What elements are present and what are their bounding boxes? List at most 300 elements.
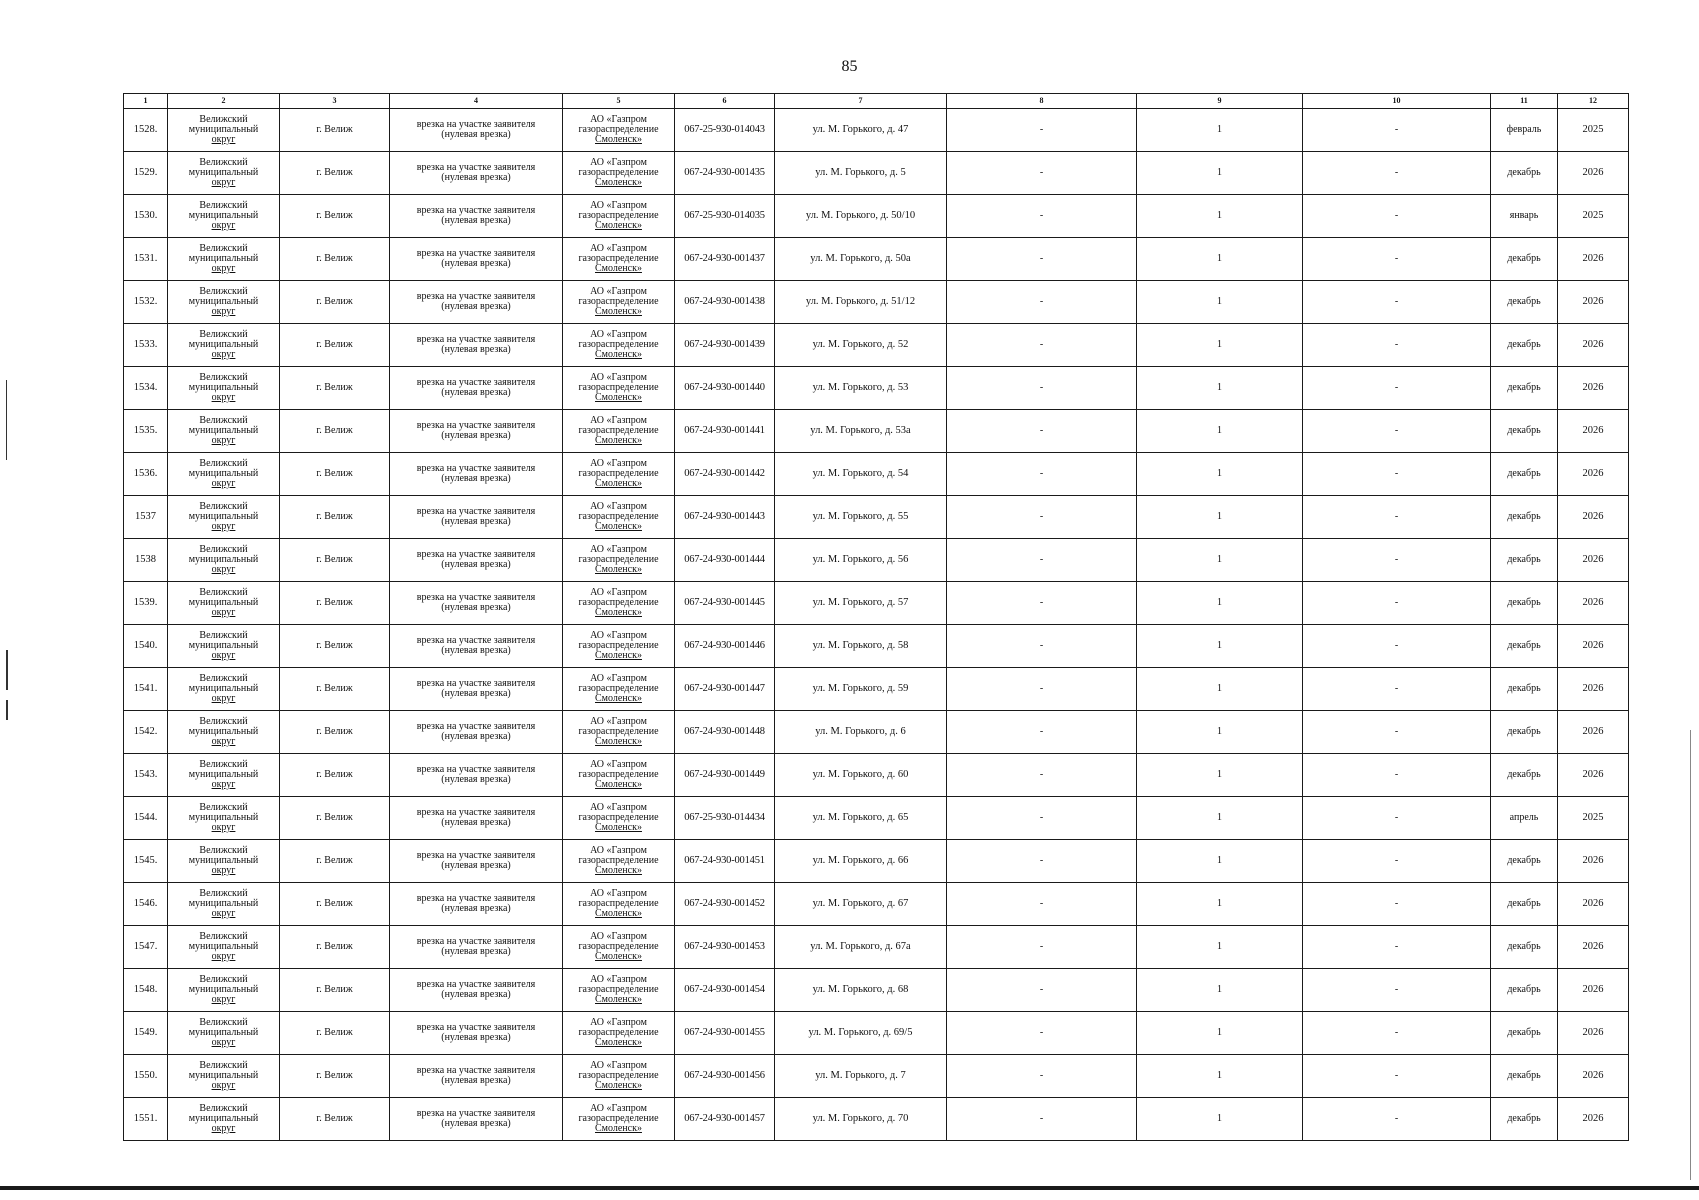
work-type-line: (нулевая врезка) xyxy=(441,301,511,312)
month-cell: декабрь xyxy=(1491,1012,1558,1055)
object-code-cell: 067-24-930-001444 xyxy=(675,539,775,582)
organization-cell xyxy=(563,152,675,195)
work-type-line: (нулевая врезка) xyxy=(441,645,511,656)
address-cell: ул. М. Горького, д. 54 xyxy=(775,453,947,496)
row-number-cell: 1544. xyxy=(124,797,168,840)
year-cell: 2026 xyxy=(1558,1055,1629,1098)
district-line: округ xyxy=(211,1080,236,1091)
address-cell: ул. М. Горького, д. 6 xyxy=(775,711,947,754)
city-cell: г. Велиж xyxy=(280,238,390,281)
col8-cell: - xyxy=(947,840,1137,883)
organization-line: Смоленск» xyxy=(595,478,642,489)
month-cell: апрель xyxy=(1491,797,1558,840)
district-cell xyxy=(168,797,280,840)
district-line: муниципальный xyxy=(188,296,259,307)
city-cell: г. Велиж xyxy=(280,711,390,754)
district-line: округ xyxy=(211,392,236,403)
col10-cell: - xyxy=(1303,238,1491,281)
table-row xyxy=(124,109,1629,152)
col10-cell: - xyxy=(1303,926,1491,969)
col10-cell: - xyxy=(1303,453,1491,496)
district-line: муниципальный xyxy=(188,726,259,737)
work-type-line: врезка на участке заявителя xyxy=(416,463,536,474)
organization-line: АО «Газпром xyxy=(590,415,647,426)
district-line: округ xyxy=(211,779,236,790)
district-line: Велижский xyxy=(199,329,248,340)
district-cell xyxy=(168,152,280,195)
table-row xyxy=(124,711,1629,754)
col8-cell: - xyxy=(947,367,1137,410)
row-number-cell: 1541. xyxy=(124,668,168,711)
col9-cell: 1 xyxy=(1137,883,1303,926)
col10-cell: - xyxy=(1303,754,1491,797)
col8-cell: - xyxy=(947,969,1137,1012)
header-cell: 9 xyxy=(1137,94,1303,109)
col10-cell: - xyxy=(1303,582,1491,625)
district-line: округ xyxy=(211,349,236,360)
district-line: Велижский xyxy=(199,200,248,211)
organization-line: газораспределение xyxy=(578,1070,659,1081)
month-cell: январь xyxy=(1491,195,1558,238)
month-cell: декабрь xyxy=(1491,840,1558,883)
organization-line: АО «Газпром xyxy=(590,716,647,727)
district-cell xyxy=(168,926,280,969)
district-line: Велижский xyxy=(199,759,248,770)
object-code-cell: 067-25-930-014035 xyxy=(675,195,775,238)
object-code-cell: 067-24-930-001438 xyxy=(675,281,775,324)
year-cell: 2026 xyxy=(1558,539,1629,582)
district-line: Велижский xyxy=(199,544,248,555)
work-type-cell xyxy=(390,883,563,926)
district-line: Велижский xyxy=(199,673,248,684)
work-type-line: (нулевая врезка) xyxy=(441,903,511,914)
work-type-cell xyxy=(390,625,563,668)
organization-line: АО «Газпром xyxy=(590,329,647,340)
col9-cell: 1 xyxy=(1137,711,1303,754)
district-line: Велижский xyxy=(199,974,248,985)
district-line: Велижский xyxy=(199,716,248,727)
district-line: Велижский xyxy=(199,1103,248,1114)
month-cell: декабрь xyxy=(1491,754,1558,797)
col9-cell: 1 xyxy=(1137,195,1303,238)
year-cell: 2026 xyxy=(1558,711,1629,754)
city-cell: г. Велиж xyxy=(280,152,390,195)
month-cell: декабрь xyxy=(1491,668,1558,711)
organization-line: АО «Газпром xyxy=(590,458,647,469)
organization-line: Смоленск» xyxy=(595,306,642,317)
organization-cell xyxy=(563,539,675,582)
organization-line: АО «Газпром xyxy=(590,243,647,254)
row-number-cell: 1534. xyxy=(124,367,168,410)
organization-cell xyxy=(563,496,675,539)
district-line: муниципальный xyxy=(188,1027,259,1038)
col9-cell: 1 xyxy=(1137,582,1303,625)
object-code-cell: 067-24-930-001451 xyxy=(675,840,775,883)
work-type-line: (нулевая врезка) xyxy=(441,516,511,527)
work-type-cell xyxy=(390,582,563,625)
district-cell xyxy=(168,668,280,711)
organization-line: Смоленск» xyxy=(595,564,642,575)
address-cell: ул. М. Горького, д. 7 xyxy=(775,1055,947,1098)
header-cell: 4 xyxy=(390,94,563,109)
district-line: округ xyxy=(211,306,236,317)
organization-cell xyxy=(563,281,675,324)
row-number-cell: 1548. xyxy=(124,969,168,1012)
col10-cell: - xyxy=(1303,152,1491,195)
month-cell: декабрь xyxy=(1491,582,1558,625)
address-cell: ул. М. Горького, д. 5 xyxy=(775,152,947,195)
organization-line: АО «Газпром xyxy=(590,1060,647,1071)
organization-line: АО «Газпром xyxy=(590,157,647,168)
address-cell: ул. М. Горького, д. 59 xyxy=(775,668,947,711)
work-type-line: (нулевая врезка) xyxy=(441,817,511,828)
year-cell: 2026 xyxy=(1558,367,1629,410)
month-cell: февраль xyxy=(1491,109,1558,152)
organization-line: газораспределение xyxy=(578,726,659,737)
object-code-cell: 067-24-930-001456 xyxy=(675,1055,775,1098)
organization-cell xyxy=(563,711,675,754)
col9-cell: 1 xyxy=(1137,453,1303,496)
work-type-cell xyxy=(390,797,563,840)
row-number-cell: 1532. xyxy=(124,281,168,324)
table-row xyxy=(124,496,1629,539)
work-type-line: (нулевая врезка) xyxy=(441,860,511,871)
row-number-cell: 1540. xyxy=(124,625,168,668)
col10-cell: - xyxy=(1303,1012,1491,1055)
district-cell xyxy=(168,539,280,582)
col8-cell: - xyxy=(947,883,1137,926)
col10-cell: - xyxy=(1303,1098,1491,1141)
district-line: округ xyxy=(211,134,236,145)
district-line: округ xyxy=(211,177,236,188)
object-code-cell: 067-24-930-001441 xyxy=(675,410,775,453)
work-type-cell xyxy=(390,195,563,238)
month-cell: декабрь xyxy=(1491,453,1558,496)
work-type-line: врезка на участке заявителя xyxy=(416,893,536,904)
work-type-line: (нулевая врезка) xyxy=(441,430,511,441)
object-code-cell: 067-25-930-014434 xyxy=(675,797,775,840)
address-cell: ул. М. Горького, д. 58 xyxy=(775,625,947,668)
district-line: муниципальный xyxy=(188,898,259,909)
district-line: округ xyxy=(211,865,236,876)
organization-cell xyxy=(563,109,675,152)
address-cell: ул. М. Горького, д. 50/10 xyxy=(775,195,947,238)
district-line: Велижский xyxy=(199,243,248,254)
organization-cell xyxy=(563,840,675,883)
col10-cell: - xyxy=(1303,711,1491,754)
work-type-cell xyxy=(390,453,563,496)
year-cell: 2026 xyxy=(1558,883,1629,926)
city-cell: г. Велиж xyxy=(280,1098,390,1141)
district-line: округ xyxy=(211,564,236,575)
object-code-cell: 067-24-930-001448 xyxy=(675,711,775,754)
organization-line: Смоленск» xyxy=(595,177,642,188)
district-line: муниципальный xyxy=(188,984,259,995)
district-line: Велижский xyxy=(199,501,248,512)
object-code-cell: 067-24-930-001445 xyxy=(675,582,775,625)
col8-cell: - xyxy=(947,711,1137,754)
row-number-cell: 1537 xyxy=(124,496,168,539)
organization-line: АО «Газпром xyxy=(590,1017,647,1028)
organization-line: Смоленск» xyxy=(595,779,642,790)
work-type-cell xyxy=(390,1098,563,1141)
organization-line: АО «Газпром xyxy=(590,501,647,512)
organization-line: Смоленск» xyxy=(595,822,642,833)
col9-cell: 1 xyxy=(1137,152,1303,195)
work-type-line: врезка на участке заявителя xyxy=(416,979,536,990)
table-row xyxy=(124,453,1629,496)
col9-cell: 1 xyxy=(1137,625,1303,668)
district-line: Велижский xyxy=(199,415,248,426)
object-code-cell: 067-24-930-001439 xyxy=(675,324,775,367)
address-cell: ул. М. Горького, д. 67а xyxy=(775,926,947,969)
scan-artifact xyxy=(6,700,8,720)
work-type-cell xyxy=(390,539,563,582)
organization-cell xyxy=(563,410,675,453)
work-type-line: врезка на участке заявителя xyxy=(416,377,536,388)
row-number-cell: 1547. xyxy=(124,926,168,969)
col9-cell: 1 xyxy=(1137,840,1303,883)
district-line: округ xyxy=(211,435,236,446)
organization-line: Смоленск» xyxy=(595,220,642,231)
district-cell xyxy=(168,281,280,324)
organization-line: Смоленск» xyxy=(595,951,642,962)
organization-cell xyxy=(563,238,675,281)
work-type-line: врезка на участке заявителя xyxy=(416,248,536,259)
table-row xyxy=(124,195,1629,238)
work-type-line: врезка на участке заявителя xyxy=(416,119,536,130)
organization-line: газораспределение xyxy=(578,554,659,565)
col9-cell: 1 xyxy=(1137,1012,1303,1055)
col9-cell: 1 xyxy=(1137,754,1303,797)
col9-cell: 1 xyxy=(1137,1055,1303,1098)
district-cell xyxy=(168,582,280,625)
header-cell: 5 xyxy=(563,94,675,109)
year-cell: 2026 xyxy=(1558,324,1629,367)
scan-artifact xyxy=(1690,730,1691,1180)
district-line: округ xyxy=(211,650,236,661)
district-line: муниципальный xyxy=(188,339,259,350)
district-cell xyxy=(168,324,280,367)
district-cell xyxy=(168,754,280,797)
organization-line: АО «Газпром xyxy=(590,200,647,211)
district-line: Велижский xyxy=(199,888,248,899)
table-row xyxy=(124,625,1629,668)
city-cell: г. Велиж xyxy=(280,496,390,539)
address-cell: ул. М. Горького, д. 69/5 xyxy=(775,1012,947,1055)
city-cell: г. Велиж xyxy=(280,797,390,840)
col9-cell: 1 xyxy=(1137,539,1303,582)
work-type-cell xyxy=(390,324,563,367)
work-type-line: (нулевая врезка) xyxy=(441,172,511,183)
organization-line: газораспределение xyxy=(578,597,659,608)
city-cell: г. Велиж xyxy=(280,195,390,238)
district-cell xyxy=(168,453,280,496)
organization-line: газораспределение xyxy=(578,253,659,264)
address-cell: ул. М. Горького, д. 50а xyxy=(775,238,947,281)
month-cell: декабрь xyxy=(1491,883,1558,926)
work-type-line: врезка на участке заявителя xyxy=(416,420,536,431)
col10-cell: - xyxy=(1303,625,1491,668)
row-number-cell: 1549. xyxy=(124,1012,168,1055)
col8-cell: - xyxy=(947,1098,1137,1141)
work-type-cell xyxy=(390,109,563,152)
col10-cell: - xyxy=(1303,195,1491,238)
organization-line: газораспределение xyxy=(578,425,659,436)
col8-cell: - xyxy=(947,582,1137,625)
address-cell: ул. М. Горького, д. 68 xyxy=(775,969,947,1012)
header-row xyxy=(124,94,1629,109)
col10-cell: - xyxy=(1303,969,1491,1012)
col9-cell: 1 xyxy=(1137,797,1303,840)
district-cell xyxy=(168,1098,280,1141)
work-type-cell xyxy=(390,668,563,711)
work-type-cell xyxy=(390,367,563,410)
organization-line: АО «Газпром xyxy=(590,630,647,641)
district-line: округ xyxy=(211,607,236,618)
city-cell: г. Велиж xyxy=(280,453,390,496)
district-line: округ xyxy=(211,693,236,704)
district-line: муниципальный xyxy=(188,382,259,393)
district-line: муниципальный xyxy=(188,640,259,651)
district-line: муниципальный xyxy=(188,812,259,823)
address-cell: ул. М. Горького, д. 53 xyxy=(775,367,947,410)
city-cell: г. Велиж xyxy=(280,969,390,1012)
district-line: округ xyxy=(211,220,236,231)
district-line: Велижский xyxy=(199,458,248,469)
year-cell: 2026 xyxy=(1558,754,1629,797)
organization-line: Смоленск» xyxy=(595,134,642,145)
month-cell: декабрь xyxy=(1491,711,1558,754)
district-line: Велижский xyxy=(199,1017,248,1028)
table-row xyxy=(124,797,1629,840)
district-line: Велижский xyxy=(199,587,248,598)
address-cell: ул. М. Горького, д. 57 xyxy=(775,582,947,625)
organization-line: газораспределение xyxy=(578,812,659,823)
registry-table-container xyxy=(123,93,1628,1141)
work-type-line: врезка на участке заявителя xyxy=(416,1108,536,1119)
row-number-cell: 1533. xyxy=(124,324,168,367)
city-cell: г. Велиж xyxy=(280,1012,390,1055)
work-type-cell xyxy=(390,238,563,281)
district-line: округ xyxy=(211,908,236,919)
work-type-cell xyxy=(390,1012,563,1055)
organization-line: газораспределение xyxy=(578,898,659,909)
organization-line: Смоленск» xyxy=(595,392,642,403)
year-cell: 2026 xyxy=(1558,668,1629,711)
work-type-line: врезка на участке заявителя xyxy=(416,205,536,216)
header-cell: 10 xyxy=(1303,94,1491,109)
table-row xyxy=(124,969,1629,1012)
district-line: округ xyxy=(211,994,236,1005)
table-row xyxy=(124,754,1629,797)
address-cell: ул. М. Горького, д. 51/12 xyxy=(775,281,947,324)
organization-line: газораспределение xyxy=(578,941,659,952)
organization-cell xyxy=(563,1098,675,1141)
month-cell: декабрь xyxy=(1491,539,1558,582)
work-type-cell xyxy=(390,496,563,539)
organization-line: газораспределение xyxy=(578,339,659,350)
city-cell: г. Велиж xyxy=(280,324,390,367)
organization-line: АО «Газпром xyxy=(590,1103,647,1114)
organization-line: АО «Газпром xyxy=(590,544,647,555)
row-number-cell: 1542. xyxy=(124,711,168,754)
address-cell: ул. М. Горького, д. 65 xyxy=(775,797,947,840)
district-line: муниципальный xyxy=(188,769,259,780)
year-cell: 2026 xyxy=(1558,410,1629,453)
district-line: Велижский xyxy=(199,931,248,942)
work-type-line: врезка на участке заявителя xyxy=(416,1065,536,1076)
col8-cell: - xyxy=(947,668,1137,711)
row-number-cell: 1535. xyxy=(124,410,168,453)
work-type-line: врезка на участке заявителя xyxy=(416,549,536,560)
address-cell: ул. М. Горького, д. 47 xyxy=(775,109,947,152)
col9-cell: 1 xyxy=(1137,367,1303,410)
col10-cell: - xyxy=(1303,883,1491,926)
organization-line: газораспределение xyxy=(578,468,659,479)
district-cell xyxy=(168,883,280,926)
city-cell: г. Велиж xyxy=(280,582,390,625)
organization-line: АО «Газпром xyxy=(590,673,647,684)
organization-line: АО «Газпром xyxy=(590,888,647,899)
year-cell: 2026 xyxy=(1558,582,1629,625)
table-row xyxy=(124,840,1629,883)
page-number: 85 xyxy=(841,58,858,75)
district-line: Велижский xyxy=(199,286,248,297)
row-number-cell: 1543. xyxy=(124,754,168,797)
work-type-line: (нулевая врезка) xyxy=(441,731,511,742)
table-row xyxy=(124,1012,1629,1055)
col9-cell: 1 xyxy=(1137,926,1303,969)
organization-cell xyxy=(563,1012,675,1055)
organization-line: газораспределение xyxy=(578,855,659,866)
work-type-line: врезка на участке заявителя xyxy=(416,1022,536,1033)
address-cell: ул. М. Горького, д. 67 xyxy=(775,883,947,926)
col8-cell: - xyxy=(947,539,1137,582)
district-line: муниципальный xyxy=(188,855,259,866)
organization-line: газораспределение xyxy=(578,984,659,995)
col8-cell: - xyxy=(947,754,1137,797)
work-type-line: (нулевая врезка) xyxy=(441,989,511,1000)
district-line: муниципальный xyxy=(188,1070,259,1081)
col10-cell: - xyxy=(1303,539,1491,582)
month-cell: декабрь xyxy=(1491,238,1558,281)
work-type-line: (нулевая врезка) xyxy=(441,602,511,613)
table-row xyxy=(124,367,1629,410)
work-type-cell xyxy=(390,152,563,195)
organization-line: Смоленск» xyxy=(595,349,642,360)
object-code-cell: 067-24-930-001442 xyxy=(675,453,775,496)
object-code-cell: 067-24-930-001455 xyxy=(675,1012,775,1055)
month-cell: декабрь xyxy=(1491,324,1558,367)
header-cell: 3 xyxy=(280,94,390,109)
object-code-cell: 067-24-930-001457 xyxy=(675,1098,775,1141)
district-line: муниципальный xyxy=(188,597,259,608)
organization-line: Смоленск» xyxy=(595,607,642,618)
district-line: муниципальный xyxy=(188,468,259,479)
district-line: Велижский xyxy=(199,372,248,383)
row-number-cell: 1536. xyxy=(124,453,168,496)
col8-cell: - xyxy=(947,238,1137,281)
row-number-cell: 1529. xyxy=(124,152,168,195)
district-cell xyxy=(168,969,280,1012)
district-line: муниципальный xyxy=(188,210,259,221)
district-line: Велижский xyxy=(199,1060,248,1071)
col9-cell: 1 xyxy=(1137,969,1303,1012)
organization-line: Смоленск» xyxy=(595,435,642,446)
work-type-line: врезка на участке заявителя xyxy=(416,334,536,345)
organization-cell xyxy=(563,754,675,797)
